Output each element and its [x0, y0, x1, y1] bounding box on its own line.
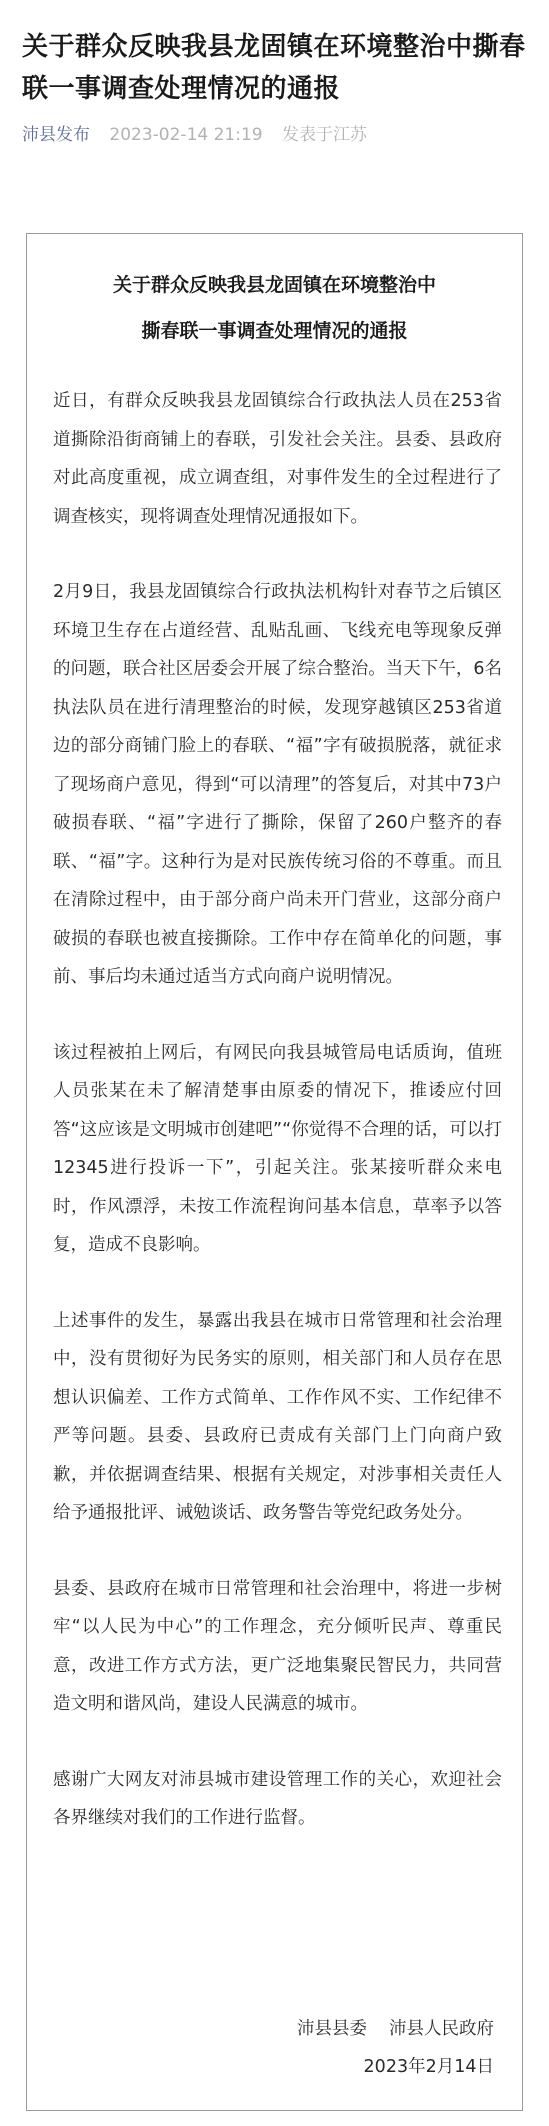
notice-paragraph: 县委、县政府在城市日常管理和社会治理中，将进一步树牢“以人民为中心”的工作理念，充分倾听民声、尊重民意，改进工作方式方法，更广泛地集聚民智民力，共同营造文明和谐风尚，建设人民满意的城市。: [53, 1578, 502, 1714]
notice-paragraph: 该过程被拍上网后，有网民向我县城管局电话质询，值班人员张某在未了解清楚事由原委的情况下，推诿应付回答“这应该是文明城市创建吧”“你觉得不合理的话，可以打12345进行投诉一下”，引起关注。张某接听群众来电时，作风漂浮，未按工作流程询问基本信息，草率予以答复，造成不良影响。: [53, 1042, 502, 1255]
notice-body: [53, 382, 502, 1838]
article-header: [0, 0, 549, 146]
account-name-link[interactable]: 沛县发布: [22, 125, 90, 145]
signoff-org-county-committee: 沛县县委: [297, 2019, 367, 2039]
notice-paragraph: 上述事件的发生，暴露出我县在城市日常管理和社会治理中，没有贯彻好为民务实的原则，相关部门和人员存在思想认识偏差、工作方式简单、工作作风不实、工作纪律不严等问题。县委、县政府已责成有关部门上门向商户致歉，并依据调查结果、根据有关规定，对涉事相关责任人给予通报批评、诫勉谈话、政务警告等党纪政务处分。: [53, 1310, 502, 1523]
notice-title-line-2: 撕春联一事调查处理情况的通报: [141, 320, 408, 342]
notice-paragraph: 2月9日，我县龙固镇综合行政执法机构针对春节之后镇区环境卫生存在占道经营、乱贴乱画、飞线充电等现象反弹的问题，联合社区居委会开展了综合整治。当天下午，6名执法队员在进行清理整治的时候，发现穿越镇区253省道边的部分商铺门脸上的春联、“福”字有破损脱落，就征求了现场商户意见，得到“可以清理”的答复后，对其中73户破损春联、“福”字进行了撕除，保留了260户整齐的春联、“福”字。这种行为是对民族传统习俗的不尊重。而且在清除过程中，由于部分商户尚未开门营业，这部分商户破损的春联也被直接撕除。工作中存在简单化的问题，事前、事后均未通过适当方式向商户说明情况。: [53, 582, 502, 987]
notice-title: [27, 262, 522, 354]
signoff-orgs: [297, 2010, 494, 2048]
publish-location: 发表于江苏: [282, 125, 368, 145]
signoff-date: 2023年2月14日: [363, 2057, 494, 2077]
notice-paragraph: 感谢广大网友对沛县城市建设管理工作的关心，欢迎社会各界继续对我们的工作进行监督。: [53, 1769, 502, 1828]
notice-image: [26, 233, 523, 2111]
notice-paragraph: 近日，有群众反映我县龙固镇综合行政执法人员在253省道撕除沿街商铺上的春联，引发社会关注。县委、县政府对此高度重视，成立调查组，对事件发生的全过程进行了调查核实，现将调查处理情况通报如下。: [53, 391, 502, 527]
notice-title-line-1: 关于群众反映我县龙固镇在环境整治中: [112, 274, 436, 296]
publish-datetime: 2023-02-14 21:19: [109, 125, 263, 145]
signoff-org-county-government: 沛县人民政府: [389, 2019, 494, 2039]
article-meta: [22, 124, 527, 146]
notice-signoff: [297, 2010, 494, 2086]
article-title: 关于群众反映我县龙固镇在环境整治中撕春联一事调查处理情况的通报: [22, 32, 526, 104]
